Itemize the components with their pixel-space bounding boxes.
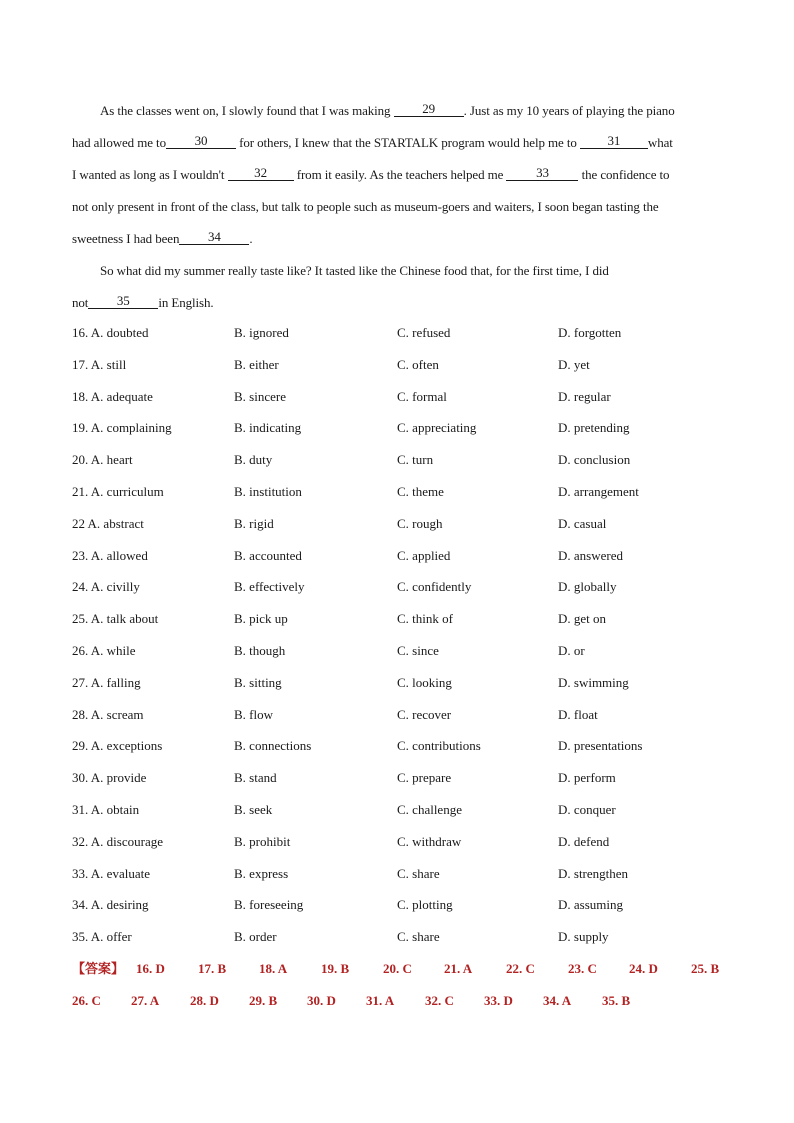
option-d: D. answered <box>558 547 623 563</box>
answer-item: 23. C <box>568 961 597 976</box>
option-a: 24. A. civilly <box>72 579 140 595</box>
option-d: D. conquer <box>558 801 616 817</box>
answer-item: 17. B <box>198 961 227 976</box>
option-c: C. challenge <box>397 801 462 817</box>
option-a: 26. A. while <box>72 642 136 658</box>
passage-text: in English. <box>158 295 214 310</box>
option-b: B. order <box>234 929 277 945</box>
answer-item: 16. D <box>136 961 165 976</box>
question-row <box>72 921 732 953</box>
passage-line <box>72 255 722 287</box>
option-c: C. withdraw <box>397 833 462 849</box>
option-d: D. strengthen <box>558 865 629 881</box>
option-a: 33. A. evaluate <box>72 865 150 881</box>
option-a: 29. A. exceptions <box>72 738 163 754</box>
passage-text: I wanted as long as I wouldn't <box>72 167 228 182</box>
answer-item: 21. A <box>444 961 473 976</box>
option-c: C. share <box>397 865 440 881</box>
option-a: 18. A. adequate <box>72 388 153 404</box>
option-c: C. turn <box>397 452 434 468</box>
option-c: C. formal <box>397 388 447 404</box>
question-row <box>72 603 732 635</box>
option-c: C. since <box>397 642 439 658</box>
option-d: D. arrangement <box>558 483 639 499</box>
option-a: 28. A. scream <box>72 706 144 722</box>
option-c: C. contributions <box>397 738 481 754</box>
passage-text: sweetness I had been <box>72 231 180 246</box>
option-b: B. foreseeing <box>234 897 304 913</box>
option-a: 25. A. talk about <box>72 611 159 627</box>
option-c: C. share <box>397 929 440 945</box>
passage-text: had allowed me to <box>72 135 166 150</box>
option-a: 17. A. still <box>72 356 127 372</box>
option-d: D. forgotten <box>558 325 622 340</box>
option-c: C. recover <box>397 706 452 722</box>
answer-item: 19. B <box>321 961 350 976</box>
blank-35: 35 <box>88 294 158 309</box>
option-a: 35. A. offer <box>72 929 132 945</box>
passage-line <box>72 191 722 223</box>
option-b: B. indicating <box>234 420 302 436</box>
blank-32: 32 <box>228 166 294 181</box>
option-b: B. either <box>234 356 279 372</box>
option-b: B. flow <box>234 706 273 722</box>
answer-item: 25. B <box>691 961 720 976</box>
question-row <box>72 826 732 858</box>
option-d: D. swimming <box>558 674 629 690</box>
option-d: D. casual <box>558 515 607 531</box>
option-a: 34. A. desiring <box>72 897 149 913</box>
answer-item: 35. B <box>602 993 631 1008</box>
passage-line <box>72 95 722 127</box>
question-row <box>72 317 732 349</box>
option-a: 23. A. allowed <box>72 547 148 563</box>
option-c: C. often <box>397 356 439 372</box>
answer-row <box>72 985 732 1017</box>
option-b: B. ignored <box>234 325 289 340</box>
question-row <box>72 476 732 508</box>
answer-item: 20. C <box>383 961 412 976</box>
passage-line <box>72 159 722 191</box>
option-c: C. think of <box>397 611 453 627</box>
option-a: 31. A. obtain <box>72 801 140 817</box>
option-b: B. connections <box>234 738 312 754</box>
option-b: B. rigid <box>234 515 274 531</box>
option-d: D. regular <box>558 388 611 404</box>
passage-line <box>72 223 722 255</box>
option-d: D. conclusion <box>558 452 631 468</box>
option-b: B. accounted <box>234 547 302 563</box>
option-b: B. seek <box>234 801 273 817</box>
option-c: C. confidently <box>397 579 472 595</box>
option-b: B. express <box>234 865 289 881</box>
option-d: D. yet <box>558 356 590 372</box>
answer-key <box>72 953 732 1017</box>
answer-item: 34. A <box>543 993 572 1008</box>
option-b: B. sincere <box>234 388 286 404</box>
answer-item: 32. C <box>425 993 454 1008</box>
option-c: C. refused <box>397 325 451 340</box>
option-d: D. supply <box>558 929 609 945</box>
option-d: D. pretending <box>558 420 630 436</box>
option-d: D. perform <box>558 770 616 786</box>
answer-item: 24. D <box>629 961 658 976</box>
blank-29: 29 <box>394 102 464 117</box>
option-a: 20. A. heart <box>72 452 133 468</box>
option-d: D. get on <box>558 611 607 627</box>
question-row <box>72 635 732 667</box>
option-b: B. pick up <box>234 611 288 627</box>
option-a: 16. A. doubted <box>72 325 149 340</box>
option-b: B. sitting <box>234 674 282 690</box>
passage-text: As the classes went on, I slowly found that I was making <box>100 103 394 118</box>
option-a: 32. A. discourage <box>72 833 163 849</box>
option-b: B. stand <box>234 770 277 786</box>
question-row <box>72 349 732 381</box>
option-d: D. globally <box>558 579 617 595</box>
option-a: 22 A. abstract <box>72 515 144 531</box>
passage-text: . Just as my 10 years of playing the piano <box>463 103 675 118</box>
answer-label: 【答案】 <box>72 961 125 976</box>
option-b: B. though <box>234 642 286 658</box>
answer-item: 22. C <box>506 961 535 976</box>
option-d: D. or <box>558 642 585 658</box>
answer-item: 28. D <box>190 993 219 1008</box>
option-c: C. applied <box>397 547 451 563</box>
option-a: 21. A. curriculum <box>72 483 164 499</box>
question-row <box>72 571 732 603</box>
question-row <box>72 412 732 444</box>
option-c: C. plotting <box>397 897 453 913</box>
option-a: 19. A. complaining <box>72 420 172 436</box>
blank-30: 30 <box>166 134 236 149</box>
answer-item: 33. D <box>484 993 513 1008</box>
passage-text: So what did my summer really taste like? It tasted like the Chinese food that, for the first time, I did <box>100 263 609 278</box>
answer-item: 29. B <box>249 993 278 1008</box>
question-row <box>72 667 732 699</box>
passage-text: . <box>249 231 253 246</box>
option-c: C. rough <box>397 515 443 531</box>
blank-33: 33 <box>506 166 578 181</box>
passage-text: for others, I knew that the STARTALK program would help me to <box>235 135 580 150</box>
question-row <box>72 699 732 731</box>
option-a: 30. A. provide <box>72 770 147 786</box>
option-c: C. theme <box>397 483 444 499</box>
passage-text: the confidence to <box>578 167 670 182</box>
option-d: D. assuming <box>558 897 623 913</box>
passage <box>72 95 722 319</box>
blank-31: 31 <box>580 134 648 149</box>
option-b: B. prohibit <box>234 833 291 849</box>
passage-text: from it easily. As the teachers helped me <box>293 167 507 182</box>
answer-item: 31. A <box>366 993 395 1008</box>
question-row <box>72 730 732 762</box>
options-list <box>72 317 732 953</box>
option-d: D. defend <box>558 833 610 849</box>
option-a: 27. A. falling <box>72 674 141 690</box>
question-row <box>72 858 732 890</box>
answer-row <box>72 953 732 985</box>
question-row <box>72 889 732 921</box>
passage-text: not <box>72 295 89 310</box>
option-d: D. presentations <box>558 738 643 754</box>
answer-item: 27. A <box>131 993 160 1008</box>
option-d: D. float <box>558 706 598 722</box>
passage-text: not only present in front of the class, but talk to people such as museum-goers and waiters, I soon began tasting the <box>72 199 659 214</box>
question-row <box>72 540 732 572</box>
passage-line <box>72 287 722 319</box>
option-b: B. institution <box>234 483 302 499</box>
option-c: C. prepare <box>397 770 452 786</box>
option-b: B. effectively <box>234 579 305 595</box>
question-row <box>72 444 732 476</box>
question-row <box>72 794 732 826</box>
answer-item: 18. A <box>259 961 288 976</box>
blank-34: 34 <box>179 230 249 245</box>
question-row <box>72 762 732 794</box>
answer-item: 30. D <box>307 993 336 1008</box>
option-b: B. duty <box>234 452 273 468</box>
question-row <box>72 508 732 540</box>
question-row <box>72 381 732 413</box>
answer-item: 26. C <box>72 993 101 1008</box>
option-c: C. looking <box>397 674 452 690</box>
passage-line <box>72 127 722 159</box>
option-c: C. appreciating <box>397 420 477 436</box>
passage-text: what <box>647 135 673 150</box>
